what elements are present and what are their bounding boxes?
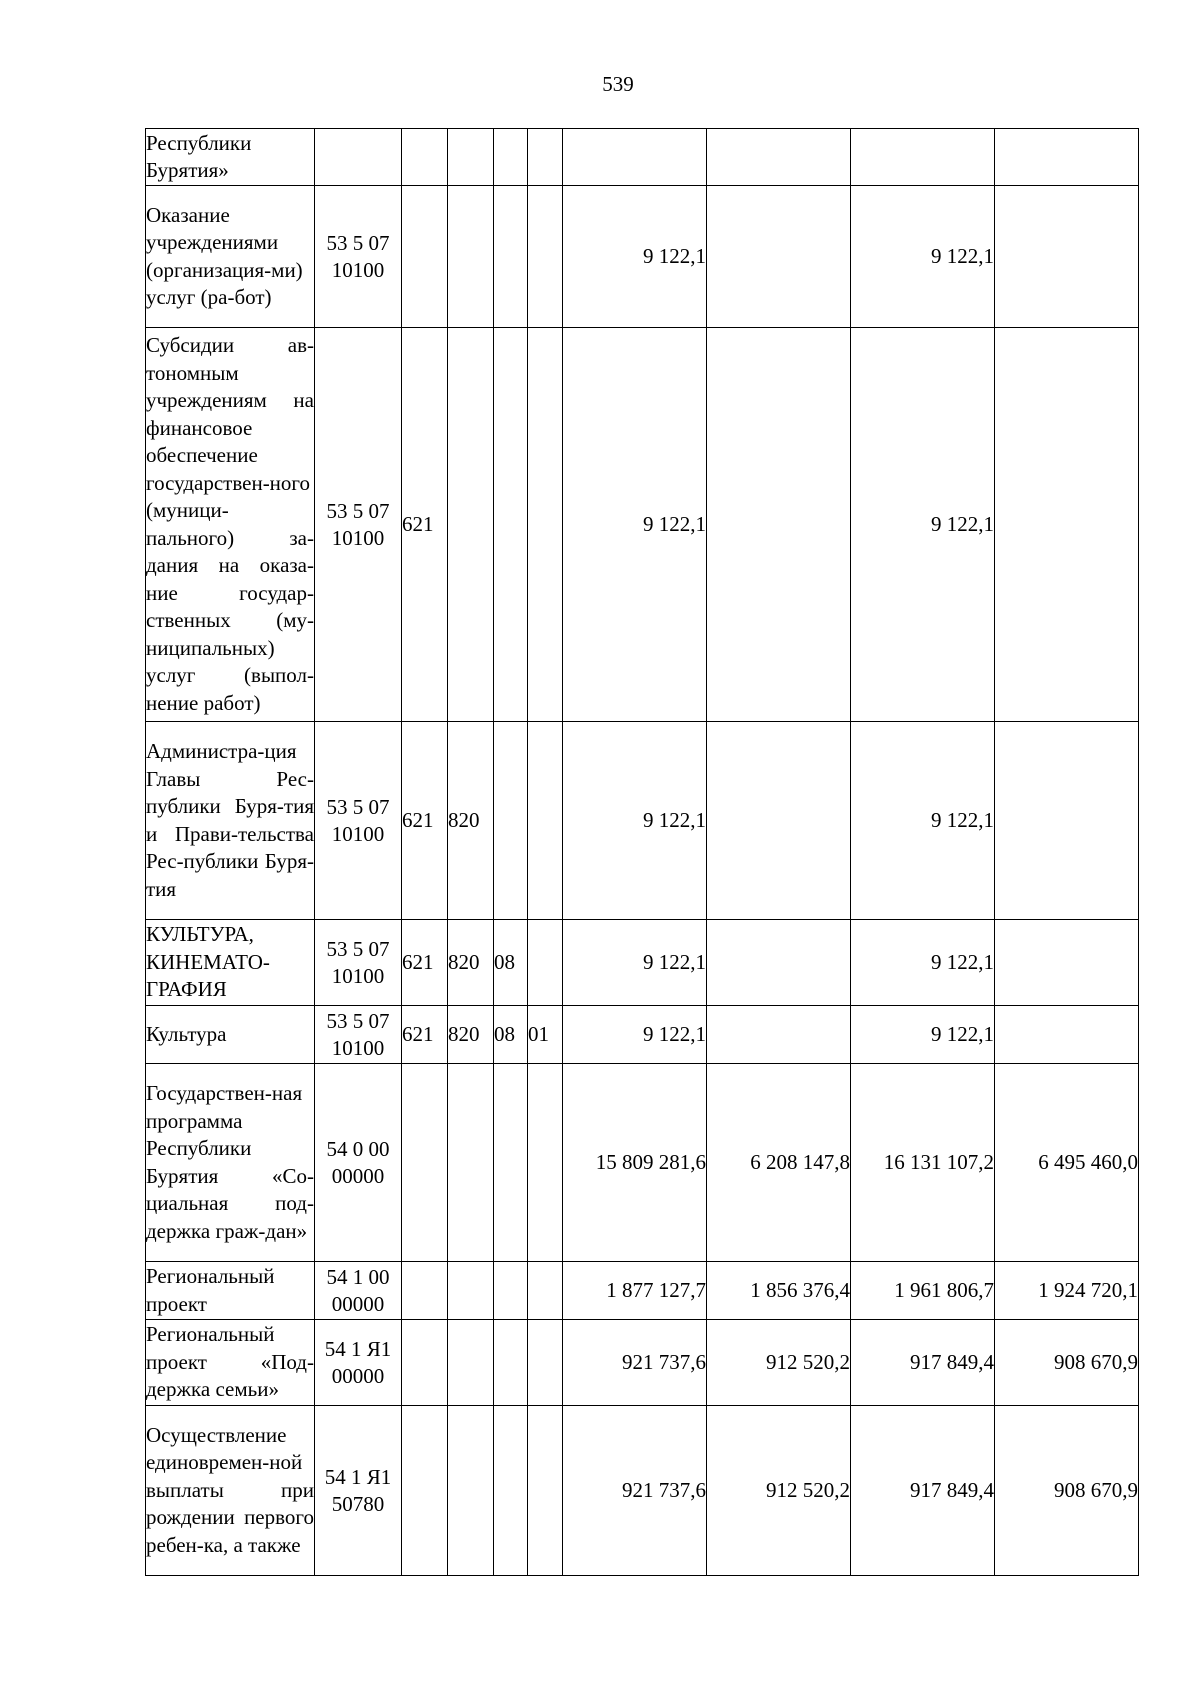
amount-cell: 1 856 376,4 <box>707 1262 851 1320</box>
amount-cell <box>995 1006 1139 1064</box>
table-row <box>146 1006 1139 1064</box>
amount-cell: 9 122,1 <box>851 328 995 722</box>
table-row <box>146 1320 1139 1406</box>
table-row <box>146 1406 1139 1576</box>
table-row <box>146 920 1139 1006</box>
grbs-cell <box>448 1406 494 1576</box>
target-article-cell: 53 5 07 10100 <box>315 328 402 722</box>
expense-type-cell: 621 <box>402 1006 448 1064</box>
amount-cell <box>707 129 851 186</box>
target-article-cell: 53 5 07 10100 <box>315 1006 402 1064</box>
table-row <box>146 1064 1139 1262</box>
table-row <box>146 186 1139 328</box>
amount-cell <box>995 722 1139 920</box>
amount-cell: 9 122,1 <box>851 186 995 328</box>
section-cell <box>494 1406 528 1576</box>
amount-cell: 9 122,1 <box>563 186 707 328</box>
table-row <box>146 328 1139 722</box>
target-article-cell: 54 0 00 00000 <box>315 1064 402 1262</box>
amount-cell: 9 122,1 <box>563 1006 707 1064</box>
target-article-cell: 53 5 07 10100 <box>315 920 402 1006</box>
amount-cell <box>563 129 707 186</box>
table-row <box>146 129 1139 186</box>
table-row <box>146 1262 1139 1320</box>
amount-cell: 9 122,1 <box>851 722 995 920</box>
subsection-cell <box>528 186 563 328</box>
subsection-cell <box>528 1406 563 1576</box>
section-cell <box>494 1064 528 1262</box>
amount-cell: 15 809 281,6 <box>563 1064 707 1262</box>
expense-type-cell <box>402 129 448 186</box>
row-name-cell: КУЛЬТУРА, КИНЕМАТО-ГРАФИЯ <box>146 920 315 1006</box>
amount-cell: 908 670,9 <box>995 1406 1139 1576</box>
row-name-cell: Региональный проект «Под-держка семьи» <box>146 1320 315 1406</box>
section-cell <box>494 1262 528 1320</box>
amount-cell <box>995 920 1139 1006</box>
subsection-cell: 01 <box>528 1006 563 1064</box>
grbs-cell: 820 <box>448 722 494 920</box>
amount-cell: 9 122,1 <box>851 920 995 1006</box>
grbs-cell <box>448 1320 494 1406</box>
amount-cell: 6 495 460,0 <box>995 1064 1139 1262</box>
subsection-cell <box>528 1320 563 1406</box>
amount-cell <box>707 920 851 1006</box>
target-article-cell: 53 5 07 10100 <box>315 186 402 328</box>
amount-cell: 1 877 127,7 <box>563 1262 707 1320</box>
grbs-cell <box>448 129 494 186</box>
amount-cell: 917 849,4 <box>851 1406 995 1576</box>
amount-cell <box>995 129 1139 186</box>
row-name-cell: Администра-ция Главы Рес-публики Буря-тия и Прави-тельства Рес-публики Буря-тия <box>146 722 315 920</box>
subsection-cell <box>528 328 563 722</box>
subsection-cell <box>528 920 563 1006</box>
target-article-cell: 54 1 00 00000 <box>315 1262 402 1320</box>
target-article-cell: 54 1 Я1 50780 <box>315 1406 402 1576</box>
subsection-cell <box>528 722 563 920</box>
amount-cell: 9 122,1 <box>563 722 707 920</box>
expense-type-cell <box>402 1064 448 1262</box>
subsection-cell <box>528 1262 563 1320</box>
subsection-cell <box>528 129 563 186</box>
section-cell: 08 <box>494 1006 528 1064</box>
grbs-cell <box>448 1064 494 1262</box>
amount-cell <box>995 328 1139 722</box>
expense-type-cell: 621 <box>402 328 448 722</box>
amount-cell: 1 924 720,1 <box>995 1262 1139 1320</box>
page-number: 539 <box>602 72 634 96</box>
amount-cell <box>995 186 1139 328</box>
row-name-cell: Республики Бурятия» <box>146 129 315 186</box>
expense-type-cell <box>402 1406 448 1576</box>
expense-type-cell: 621 <box>402 722 448 920</box>
amount-cell <box>851 129 995 186</box>
amount-cell: 9 122,1 <box>563 328 707 722</box>
amount-cell: 16 131 107,2 <box>851 1064 995 1262</box>
amount-cell: 1 961 806,7 <box>851 1262 995 1320</box>
row-name-cell: Субсидии ав-тономным учреждениям на финансовое обеспечение государствен-ного (муници-пального) за-дания на оказа-ние государ-ственных (му-ниципальных) услуг (выпол-нение работ) <box>146 328 315 722</box>
target-article-cell: 53 5 07 10100 <box>315 722 402 920</box>
amount-cell: 917 849,4 <box>851 1320 995 1406</box>
section-cell <box>494 722 528 920</box>
amount-cell: 912 520,2 <box>707 1406 851 1576</box>
row-name-cell: Оказание учреждениями (организация-ми) услуг (ра-бот) <box>146 186 315 328</box>
expense-type-cell <box>402 1262 448 1320</box>
grbs-cell: 820 <box>448 1006 494 1064</box>
grbs-cell <box>448 1262 494 1320</box>
grbs-cell <box>448 186 494 328</box>
row-name-cell: Региональный проект <box>146 1262 315 1320</box>
row-name-cell: Государствен-ная программа Республики Бурятия «Со-циальная под-держка граж-дан» <box>146 1064 315 1262</box>
expense-type-cell: 621 <box>402 920 448 1006</box>
amount-cell <box>707 722 851 920</box>
amount-cell: 921 737,6 <box>563 1320 707 1406</box>
amount-cell: 912 520,2 <box>707 1320 851 1406</box>
grbs-cell: 820 <box>448 920 494 1006</box>
row-name-cell: Культура <box>146 1006 315 1064</box>
section-cell <box>494 186 528 328</box>
amount-cell <box>707 1006 851 1064</box>
section-cell <box>494 1320 528 1406</box>
expense-type-cell <box>402 186 448 328</box>
amount-cell: 908 670,9 <box>995 1320 1139 1406</box>
budget-table <box>145 128 1139 1576</box>
row-name-cell: Осуществление единовремен-ной выплаты при рождении первого ребен-ка, а также <box>146 1406 315 1576</box>
amount-cell <box>707 328 851 722</box>
grbs-cell <box>448 328 494 722</box>
amount-cell: 9 122,1 <box>851 1006 995 1064</box>
table-row <box>146 722 1139 920</box>
section-cell <box>494 129 528 186</box>
target-article-cell <box>315 129 402 186</box>
amount-cell: 6 208 147,8 <box>707 1064 851 1262</box>
target-article-cell: 54 1 Я1 00000 <box>315 1320 402 1406</box>
expense-type-cell <box>402 1320 448 1406</box>
section-cell: 08 <box>494 920 528 1006</box>
section-cell <box>494 328 528 722</box>
amount-cell <box>707 186 851 328</box>
subsection-cell <box>528 1064 563 1262</box>
amount-cell: 9 122,1 <box>563 920 707 1006</box>
amount-cell: 921 737,6 <box>563 1406 707 1576</box>
